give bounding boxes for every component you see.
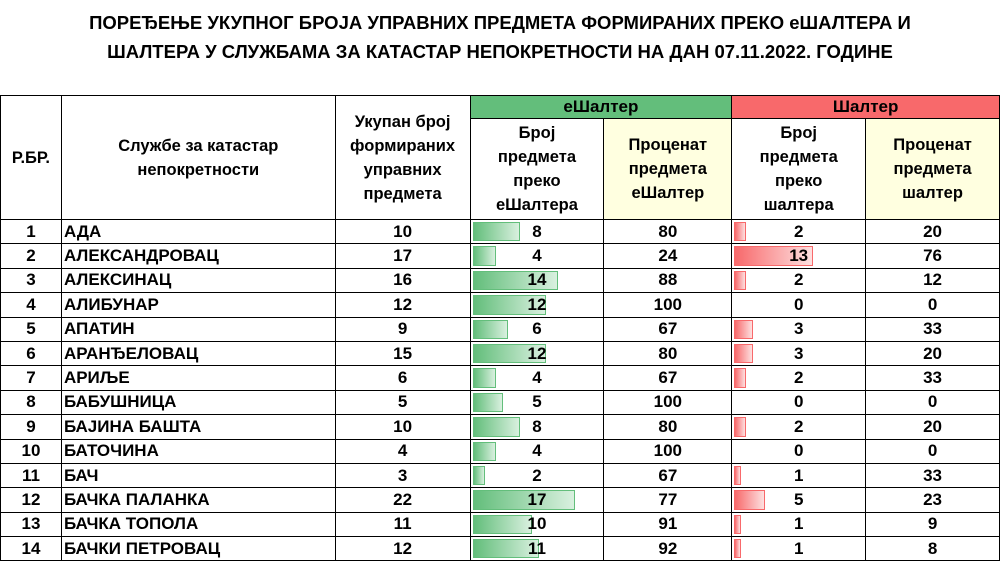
header-s-count-line: шалтера: [763, 196, 834, 214]
header-e-count-line: Број: [518, 124, 556, 142]
header-e-count-line: преко: [513, 172, 561, 190]
cell-s-count-databar: [734, 344, 753, 363]
header-e-pct-line: еШалтер: [631, 184, 705, 202]
table-row: [1, 512, 1000, 536]
cell-e-pct: 24: [604, 244, 732, 268]
cell-e-count: [470, 439, 604, 463]
cell-s-count: [732, 488, 866, 512]
cell-s-pct: 33: [866, 317, 1000, 341]
cell-rb: 9: [1, 415, 62, 439]
cell-office-name: БАЧКИ ПЕТРОВАЦ: [61, 537, 335, 561]
cell-office-name: АЛИБУНАР: [61, 293, 335, 317]
table-row: [1, 244, 1000, 268]
cell-e-count-value: 17: [527, 489, 547, 509]
header-total-line: формираних: [350, 136, 456, 155]
cell-rb: 13: [1, 512, 62, 536]
cadastre-comparison-table: [0, 95, 1000, 561]
cell-s-count-value: 5: [793, 489, 804, 509]
cell-e-count-value: 2: [532, 465, 542, 485]
cell-e-count-value: 10: [527, 514, 547, 534]
header-e-count-line: предмета: [497, 148, 577, 166]
header-e-pct-line: Проценат: [628, 136, 708, 154]
cell-e-count-value: 5: [532, 392, 542, 412]
cell-s-pct: 12: [866, 268, 1000, 292]
cell-e-pct: 80: [604, 415, 732, 439]
cell-e-pct: 100: [604, 293, 732, 317]
cell-s-pct: 33: [866, 366, 1000, 390]
cell-e-pct: 100: [604, 390, 732, 414]
header-e-count-line: еШалтера: [496, 196, 578, 214]
cell-e-pct: 92: [604, 537, 732, 561]
cell-e-count-databar: [473, 515, 533, 534]
cell-s-count: [732, 220, 866, 244]
header-total: [335, 96, 470, 220]
cell-s-count-value: 2: [793, 221, 804, 241]
cell-rb: 4: [1, 293, 62, 317]
cell-s-count-databar: [734, 515, 741, 534]
header-total-line: Укупан број: [354, 112, 451, 131]
table-row: [1, 293, 1000, 317]
cell-e-count: [470, 268, 604, 292]
cell-e-count: [470, 341, 604, 365]
cell-office-name: АРАНЂЕЛОВАЦ: [61, 341, 335, 365]
header-s-count-line: предмета: [759, 148, 838, 166]
cell-s-count-value: 3: [793, 343, 804, 363]
cell-e-count-value: 12: [527, 294, 547, 314]
cell-rb: 2: [1, 244, 62, 268]
cell-e-count-databar: [473, 222, 521, 241]
cell-s-count-value: 1: [793, 514, 804, 534]
header-office-line: непокретности: [137, 160, 260, 179]
cell-total: 17: [335, 244, 470, 268]
cell-s-pct: 23: [866, 488, 1000, 512]
cell-e-count-value: 4: [532, 441, 542, 461]
cell-office-name: АЛЕКСАНДРОВАЦ: [61, 244, 335, 268]
cell-office-name: АРИЉЕ: [61, 366, 335, 390]
cell-e-count: [470, 488, 604, 512]
header-office-line: Службе за катастар: [118, 136, 279, 155]
cell-s-pct: 20: [866, 341, 1000, 365]
cell-total: 6: [335, 366, 470, 390]
cell-s-count-value: 2: [793, 416, 804, 436]
header-e-pct: [604, 119, 732, 220]
cell-office-name: БАЈИНА БАШТА: [61, 415, 335, 439]
cell-e-count: [470, 220, 604, 244]
cell-e-count-value: 11: [527, 538, 546, 558]
cell-e-pct: 80: [604, 220, 732, 244]
cell-s-count: [732, 537, 866, 561]
cell-e-count: [470, 390, 604, 414]
cell-s-count: [732, 317, 866, 341]
cell-total: 15: [335, 341, 470, 365]
cell-s-pct: 76: [866, 244, 1000, 268]
header-row-groups: [1, 96, 1000, 119]
cell-total: 12: [335, 293, 470, 317]
cell-rb: 6: [1, 341, 62, 365]
cell-total: 3: [335, 463, 470, 487]
header-s-pct: [866, 119, 1000, 220]
cell-e-pct: 100: [604, 439, 732, 463]
cell-s-pct: 0: [866, 390, 1000, 414]
header-s-count: [732, 119, 866, 220]
cell-s-count-value: 2: [793, 270, 804, 290]
cell-total: 10: [335, 415, 470, 439]
cell-s-count-value: 1: [793, 465, 804, 485]
cell-total: 9: [335, 317, 470, 341]
table-row: [1, 463, 1000, 487]
cell-total: 10: [335, 220, 470, 244]
cell-e-count-value: 4: [532, 246, 542, 266]
cell-office-name: БАЧКА ТОПОЛА: [61, 512, 335, 536]
cell-s-count-value: 1: [793, 538, 804, 558]
cell-s-count-databar: [734, 222, 746, 241]
table-row: [1, 268, 1000, 292]
cell-s-count: [732, 268, 866, 292]
title-line-1: ПОРЕЂЕЊЕ УКУПНОГ БРОЈА УПРАВНИХ ПРЕДМЕТА ФОРМИРАНИХ ПРЕКО еШАЛТЕРА И: [89, 12, 911, 33]
cell-s-count-databar: [734, 368, 746, 387]
cell-s-pct: 0: [866, 439, 1000, 463]
cell-s-count-value: 0: [793, 441, 804, 461]
cell-e-pct: 67: [604, 317, 732, 341]
table-row: [1, 390, 1000, 414]
table-row: [1, 341, 1000, 365]
cell-e-pct: 91: [604, 512, 732, 536]
cell-s-count: [732, 293, 866, 317]
table-row: [1, 366, 1000, 390]
cell-e-pct: 80: [604, 341, 732, 365]
cell-s-count: [732, 463, 866, 487]
cell-s-count-databar: [734, 271, 746, 290]
cell-s-count-databar: [734, 417, 746, 436]
cell-rb: 12: [1, 488, 62, 512]
cell-e-count: [470, 537, 604, 561]
cell-total: 5: [335, 390, 470, 414]
cell-e-count: [470, 463, 604, 487]
header-s-pct-line: шалтер: [902, 184, 963, 202]
cell-rb: 5: [1, 317, 62, 341]
page-title: [0, 8, 1000, 66]
cell-s-count-value: 2: [793, 368, 804, 388]
header-e-pct-line: предмета: [628, 160, 707, 178]
cell-e-count-value: 4: [532, 368, 542, 388]
cell-s-count-databar: [734, 539, 741, 558]
header-s-count-line: Број: [780, 124, 817, 142]
cell-e-pct: 67: [604, 463, 732, 487]
cell-s-count: [732, 439, 866, 463]
cell-e-count-value: 14: [527, 270, 547, 290]
table-row: [1, 439, 1000, 463]
cell-e-pct: 88: [604, 268, 732, 292]
header-s-count-line: преко: [775, 172, 823, 190]
table-row: [1, 415, 1000, 439]
header-group-shalter: Шалтер: [732, 96, 1000, 119]
cell-rb: 1: [1, 220, 62, 244]
cell-s-count-value: 0: [793, 294, 804, 314]
header-e-count: [470, 119, 604, 220]
table-row: [1, 488, 1000, 512]
table-row: [1, 220, 1000, 244]
cell-s-pct: 8: [866, 537, 1000, 561]
table-row: [1, 317, 1000, 341]
cell-e-count-databar: [473, 490, 575, 509]
cell-e-count: [470, 512, 604, 536]
cell-e-pct: 67: [604, 366, 732, 390]
header-group-eshalter: еШалтер: [470, 96, 732, 119]
cell-rb: 11: [1, 463, 62, 487]
cell-total: 12: [335, 537, 470, 561]
header-s-pct-line: предмета: [893, 160, 972, 178]
cell-e-count: [470, 415, 604, 439]
cell-total: 11: [335, 512, 470, 536]
cell-s-count-value: 0: [793, 392, 804, 412]
header-office: [61, 96, 335, 220]
cell-e-count-databar: [473, 368, 497, 387]
cell-rb: 10: [1, 439, 62, 463]
cell-rb: 7: [1, 366, 62, 390]
cell-office-name: АЛЕКСИНАЦ: [61, 268, 335, 292]
cell-s-count-databar: [734, 490, 765, 509]
cell-s-count-databar: [734, 320, 753, 339]
cell-total: 22: [335, 488, 470, 512]
header-total-line: предмета: [363, 184, 442, 203]
table-row: [1, 537, 1000, 561]
cell-rb: 8: [1, 390, 62, 414]
cell-e-count-databar: [473, 393, 504, 412]
header-rb-label: Р.БР.: [11, 148, 51, 167]
cell-e-pct: 77: [604, 488, 732, 512]
cell-s-count-value: 13: [789, 246, 809, 266]
cell-e-count-databar: [473, 246, 497, 265]
cell-e-count: [470, 293, 604, 317]
cell-office-name: БАЧ: [61, 463, 335, 487]
cell-s-count: [732, 390, 866, 414]
cell-s-pct: 20: [866, 220, 1000, 244]
cell-s-count-databar: [734, 466, 741, 485]
cell-e-count-databar: [473, 466, 485, 485]
cell-e-count-value: 6: [532, 319, 542, 339]
cell-office-name: БАЧКА ПАЛАНКА: [61, 488, 335, 512]
cell-e-count-databar: [473, 320, 509, 339]
cell-e-count-databar: [473, 442, 497, 461]
cell-rb: 14: [1, 537, 62, 561]
cell-office-name: БАТОЧИНА: [61, 439, 335, 463]
cell-s-count: [732, 415, 866, 439]
cell-office-name: БАБУШНИЦА: [61, 390, 335, 414]
cell-rb: 3: [1, 268, 62, 292]
cell-e-count-databar: [473, 417, 521, 436]
cell-e-count-value: 8: [532, 416, 542, 436]
cell-s-pct: 0: [866, 293, 1000, 317]
cell-e-count: [470, 317, 604, 341]
header-s-pct-line: Проценат: [893, 136, 972, 154]
cell-total: 16: [335, 268, 470, 292]
cell-s-count: [732, 341, 866, 365]
header-rb: [1, 96, 62, 220]
cell-s-pct: 20: [866, 415, 1000, 439]
title-line-2: ШАЛТЕРА У СЛУЖБАМА ЗА КАТАСТАР НЕПОКРЕТНОСТИ НА ДАН 07.11.2022. ГОДИНЕ: [107, 41, 893, 62]
cell-s-pct: 9: [866, 512, 1000, 536]
cell-office-name: АДА: [61, 220, 335, 244]
cell-s-count: [732, 244, 866, 268]
cell-e-count-value: 8: [532, 221, 542, 241]
header-total-line: управних: [363, 160, 442, 179]
cell-e-count: [470, 366, 604, 390]
cell-s-count-value: 3: [793, 319, 804, 339]
table-body: [1, 220, 1000, 561]
cell-office-name: АПАТИН: [61, 317, 335, 341]
cell-s-count: [732, 512, 866, 536]
cell-s-count: [732, 366, 866, 390]
cell-s-pct: 33: [866, 463, 1000, 487]
cell-total: 4: [335, 439, 470, 463]
cell-e-count-value: 12: [527, 343, 547, 363]
cell-e-count: [470, 244, 604, 268]
